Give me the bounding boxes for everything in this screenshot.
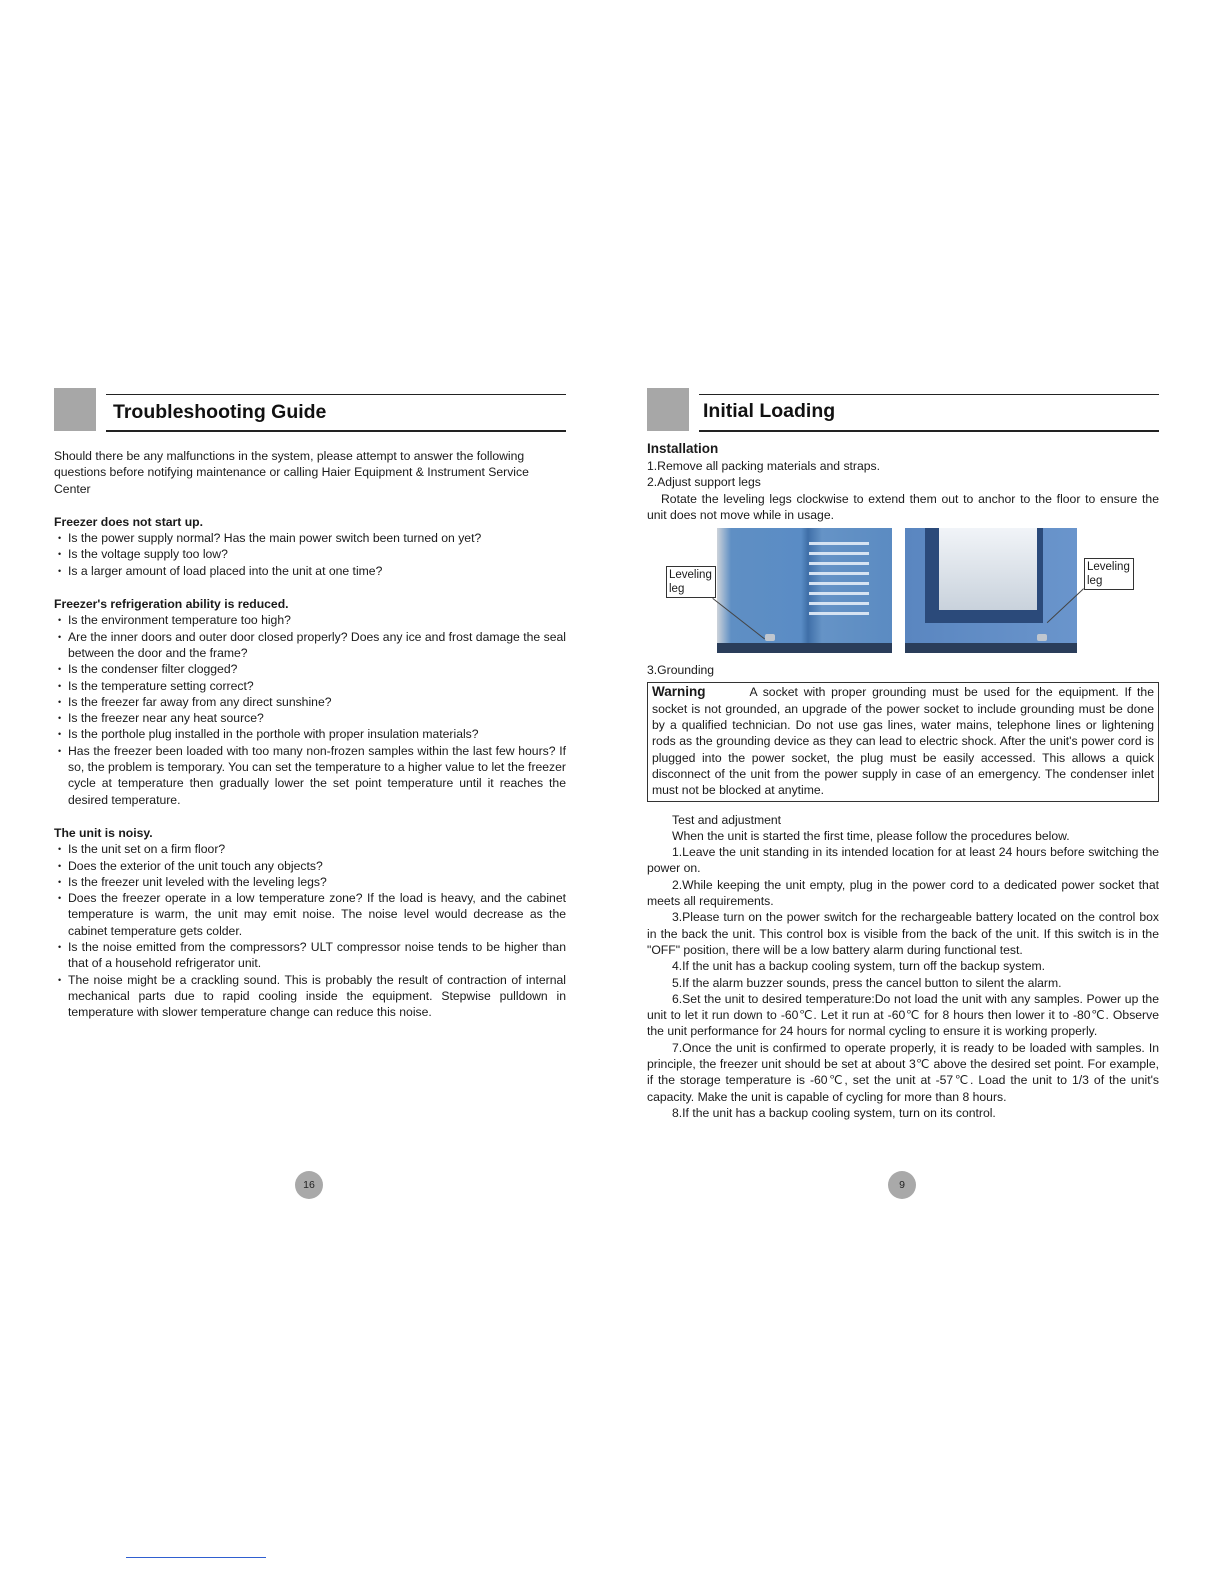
list-item: • Has the freezer been loaded with too many non-frozen samples within the last few hours? If so, the problem is temporary. You can set the temperature to a higher value to let the freezer cycle at temperature then gradually lower the set point temperature until it reaches the desired temperature. bbox=[54, 743, 566, 808]
vent-louver bbox=[809, 592, 869, 595]
test-step: 8.If the unit has a backup cooling system, turn on its control. bbox=[672, 1105, 996, 1120]
warning-box bbox=[647, 682, 1159, 801]
section-title-noise: The unit is noisy. bbox=[54, 825, 153, 840]
header-marker-box bbox=[647, 388, 689, 431]
installation-step-2-detail: Rotate the leveling legs clockwise to extend them out to anchor to the floor to ensure the unit does not move while in usage. bbox=[647, 491, 1159, 522]
section-title-refrigeration: Freezer's refrigeration ability is reduced. bbox=[54, 597, 289, 612]
list-item: • Is a larger amount of load placed into the unit at one time? bbox=[54, 563, 566, 579]
test-heading: Test and adjustment bbox=[672, 812, 782, 827]
test-step: 2.While keeping the unit empty, plug in the power cord to a dedicated power socket that meets all requirements. bbox=[647, 877, 1159, 909]
list-item: • Is the porthole plug installed in the porthole with proper insulation materials? bbox=[54, 726, 566, 742]
installation-step-2: 2.Adjust support legs bbox=[647, 475, 761, 490]
page-title: Initial Loading bbox=[703, 400, 836, 422]
list-item: • Is the freezer unit leveled with the leveling legs? bbox=[54, 874, 566, 890]
section-header bbox=[54, 388, 566, 434]
list-item: • Is the noise emitted from the compressors? ULT compressor noise tends to be higher than that of a household refrigerator unit. bbox=[54, 939, 566, 972]
page-number-left: 16 bbox=[295, 1171, 323, 1199]
list-item: • Is the temperature setting correct? bbox=[54, 678, 566, 694]
vent-louver bbox=[809, 552, 869, 555]
vent-louver bbox=[809, 612, 869, 615]
checklist-refrigeration bbox=[54, 612, 566, 808]
checklist-startup bbox=[54, 530, 566, 579]
intro-paragraph: Should there be any malfunctions in the system, please attempt to answer the following questions before notifying maintenance or calling Haier Equipment & Instrument Service Center bbox=[54, 449, 529, 496]
leveling-leg bbox=[1037, 634, 1047, 641]
installation-step-1: 1.Remove all packing materials and straps. bbox=[647, 459, 881, 473]
freezer-front-photo bbox=[905, 528, 1077, 653]
warning-text: A socket with proper grounding must be used for the equipment. If the socket is not grounded, an upgrade of the power socket to include grounding must be done by a qualified technician. Do not use gas lines, water mains, telephone lines or lightening rods as the grounding device as they can lead to electric shock. After the unit's power cord is plugged into the power socket, the plug must be easily accessed. This allows a quick disconnect of the unit from the power supply in case of an emergency. The condenser inlet must not be blocked at anytime. bbox=[652, 685, 1154, 798]
photo-floor bbox=[905, 643, 1077, 653]
vent-louver bbox=[809, 562, 869, 565]
section-title-startup: Freezer does not start up. bbox=[54, 514, 203, 529]
right-page bbox=[647, 388, 1159, 1121]
checklist-noise bbox=[54, 841, 566, 1020]
test-intro: When the unit is started the first time, please follow the procedures below. bbox=[672, 828, 1070, 843]
header-rule-bottom bbox=[106, 430, 566, 432]
list-item: • Is the freezer far away from any direct sunshine? bbox=[54, 694, 566, 710]
callout-leveling-leg-left: Leveling leg bbox=[666, 566, 716, 598]
test-step: 4.If the unit has a backup cooling system, turn off the backup system. bbox=[672, 959, 1046, 974]
test-step: 1.Leave the unit standing in its intended location for at least 24 hours before switching the power on. bbox=[647, 845, 1159, 876]
vent-louver bbox=[809, 542, 869, 545]
list-item: • Is the freezer near any heat source? bbox=[54, 710, 566, 726]
list-item: • Are the inner doors and outer door closed properly? Does any ice and frost damage the seal between the door and the frame? bbox=[54, 629, 566, 662]
vent-louver bbox=[809, 582, 869, 585]
header-marker-box bbox=[54, 388, 96, 431]
list-item: • The noise might be a crackling sound. This is probably the result of contraction of internal mechanical parts due to rapid cooling inside the equipment. Stepwise pulldown in temperature with slower temperature change can reduce this noise. bbox=[54, 972, 566, 1021]
list-item: • Does the freezer operate in a low temperature zone? If the load is heavy, and the cabinet temperature is warm, the unit may emit noise. The noise level would decrease as the cabinet temperature gets colder. bbox=[54, 890, 566, 939]
list-item: • Does the exterior of the unit touch any objects? bbox=[54, 858, 566, 874]
page-title: Troubleshooting Guide bbox=[113, 401, 327, 423]
warning-label: Warning bbox=[652, 684, 706, 700]
footer-rule bbox=[126, 1557, 266, 1558]
freezer-side-photo bbox=[717, 528, 892, 653]
list-item: • Is the environment temperature too high? bbox=[54, 612, 566, 628]
header-rule-bottom bbox=[699, 430, 1159, 432]
test-step: 5.If the alarm buzzer sounds, press the cancel button to silent the alarm. bbox=[672, 975, 1062, 990]
list-item: • Is the power supply normal? Has the main power switch been turned on yet? bbox=[54, 530, 566, 546]
callout-leveling-leg-right: Leveling leg bbox=[1084, 558, 1134, 590]
installation-step-3: 3.Grounding bbox=[647, 663, 715, 678]
vent-louver bbox=[809, 572, 869, 575]
header-rule-top bbox=[699, 394, 1159, 395]
test-step: 7.Once the unit is confirmed to operate properly, it is ready to be loaded with samples. In principle, the freezer unit should be set at about 3℃ above the desired set point. For example, if the storage temperature is -60℃, set the unit at -57℃. Load the unit to 1/3 of the unit's capacity. Make the unit is capable of cycling for more than 8 hours. bbox=[647, 1040, 1159, 1104]
page-number-right: 9 bbox=[888, 1171, 916, 1199]
test-step: 3.Please turn on the power switch for the rechargeable battery located on the control box in the back the unit. This control box is visible from the back of the unit. If this switch is in the "OFF" position, there will be a low battery alarm during functional test. bbox=[647, 910, 1159, 957]
installation-heading: Installation bbox=[647, 441, 719, 456]
left-page bbox=[54, 388, 566, 1021]
list-item: • Is the voltage supply too low? bbox=[54, 546, 566, 562]
photo-floor bbox=[717, 643, 892, 653]
leveling-leg bbox=[765, 634, 775, 641]
leveling-leg-figures bbox=[647, 528, 1159, 662]
test-step: 6.Set the unit to desired temperature:Do not load the unit with any samples. Power up the unit to let it run down to -60℃. Let it run at -60℃ for 8 hours then lower it to -80℃. Observe the unit performance for 24 hours for normal cycling to ensure it is working properly. bbox=[647, 991, 1159, 1039]
vent-louver bbox=[809, 602, 869, 605]
list-item: • Is the unit set on a firm floor? bbox=[54, 841, 566, 857]
section-header bbox=[647, 388, 1159, 434]
list-item: • Is the condenser filter clogged? bbox=[54, 661, 566, 677]
header-rule-top bbox=[106, 394, 566, 395]
door-window bbox=[939, 528, 1037, 610]
